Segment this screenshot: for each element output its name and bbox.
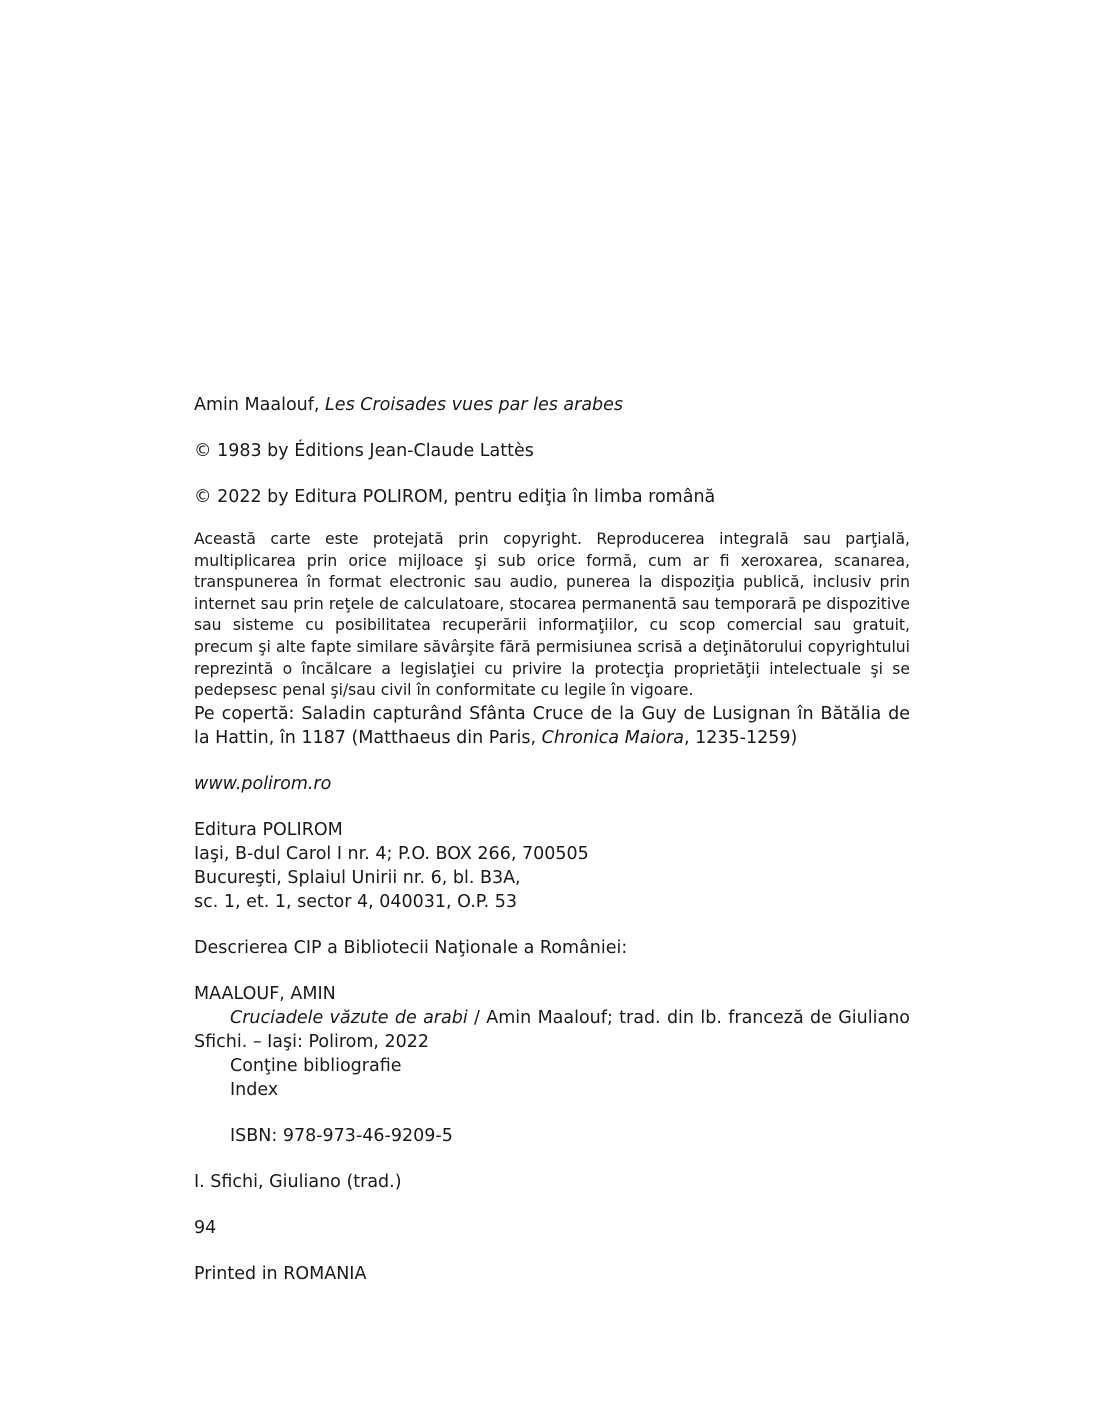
cip-classification: 94 — [194, 1217, 217, 1238]
original-title-line — [194, 393, 910, 417]
cover-credit-text: Pe copertă: Saladin capturând Sfânta Cruce de la Guy de Lusignan în Bătălia de la Hattin, în 1187 (Matthaeus din Paris, — [194, 703, 910, 748]
cip-author-heading: MAALOUF, AMIN — [194, 983, 336, 1004]
cip-added-entry: I. Sfichi, Giuliano (trad.) — [194, 1171, 402, 1192]
copyright-romanian: © 2022 by Editura POLIROM, pentru ediţia în limba română — [194, 487, 716, 507]
publisher-block — [194, 818, 910, 914]
publisher-address-iasi: Iaşi, B-dul Carol I nr. 4; P.O. BOX 266, 700505 — [194, 843, 589, 864]
publisher-address-bucuresti-1: Bucureşti, Splaiul Unirii nr. 6, bl. B3A, — [194, 867, 521, 888]
cip-title: Cruciadele văzute de arabi — [230, 1007, 468, 1028]
cover-credit — [194, 702, 910, 750]
cip-statement: / Amin Maalouf; trad. din lb. franceză de Giuliano Sfichi. – Iaşi: Polirom, 2022 — [194, 1007, 910, 1052]
cover-credit-work: Chronica Maiora — [541, 727, 684, 748]
cip-note-bibliography: Conţine bibliografie — [230, 1055, 402, 1076]
publisher-name: Editura POLIROM — [194, 819, 343, 840]
printed-in: Printed in ROMANIA — [194, 1263, 367, 1284]
original-title: Les Croisades vues par les arabes — [325, 395, 624, 415]
cover-credit-dates: , 1235-1259) — [684, 727, 798, 748]
website-link[interactable]: www.polirom.ro — [194, 773, 332, 794]
publisher-address-bucuresti-2: sc. 1, et. 1, sector 4, 040031, O.P. 53 — [194, 891, 518, 912]
legal-notice: Această carte este protejată prin copyright. Reproducerea integrală sau parţială, multiplicarea prin orice mijloace şi sub orice formă, cum ar fi xeroxarea, scanarea, transpunerea în format electronic sau audio, punerea la dispoziţia publică, inclusiv prin internet sau prin reţele de calculatoare, stocarea permanentă sau temporară pe dispozitive sau sisteme cu posibilitatea recuperării informaţiilor, cu scop comercial sau gratuit, precum şi alte fapte similare săvârşite fără permisiunea scrisă a deţinătorului copyrightului reprezintă o încălcare a legislaţiei cu privire la protecţia proprietăţii intelectuale şi se pedepsesc penal şi/sau civil în conformitate cu legile în vigoare. — [194, 530, 910, 700]
cip-note-index: Index — [230, 1079, 279, 1100]
copyright-page — [194, 393, 910, 1286]
cip-isbn: ISBN: 978-973-46-9209-5 — [230, 1125, 453, 1146]
copyright-original: © 1983 by Éditions Jean-Claude Lattès — [194, 441, 534, 461]
author-name: Amin Maalouf, — [194, 395, 320, 415]
cip-heading: Descrierea CIP a Bibliotecii Naţionale a României: — [194, 937, 628, 958]
cip-description — [194, 1006, 910, 1054]
